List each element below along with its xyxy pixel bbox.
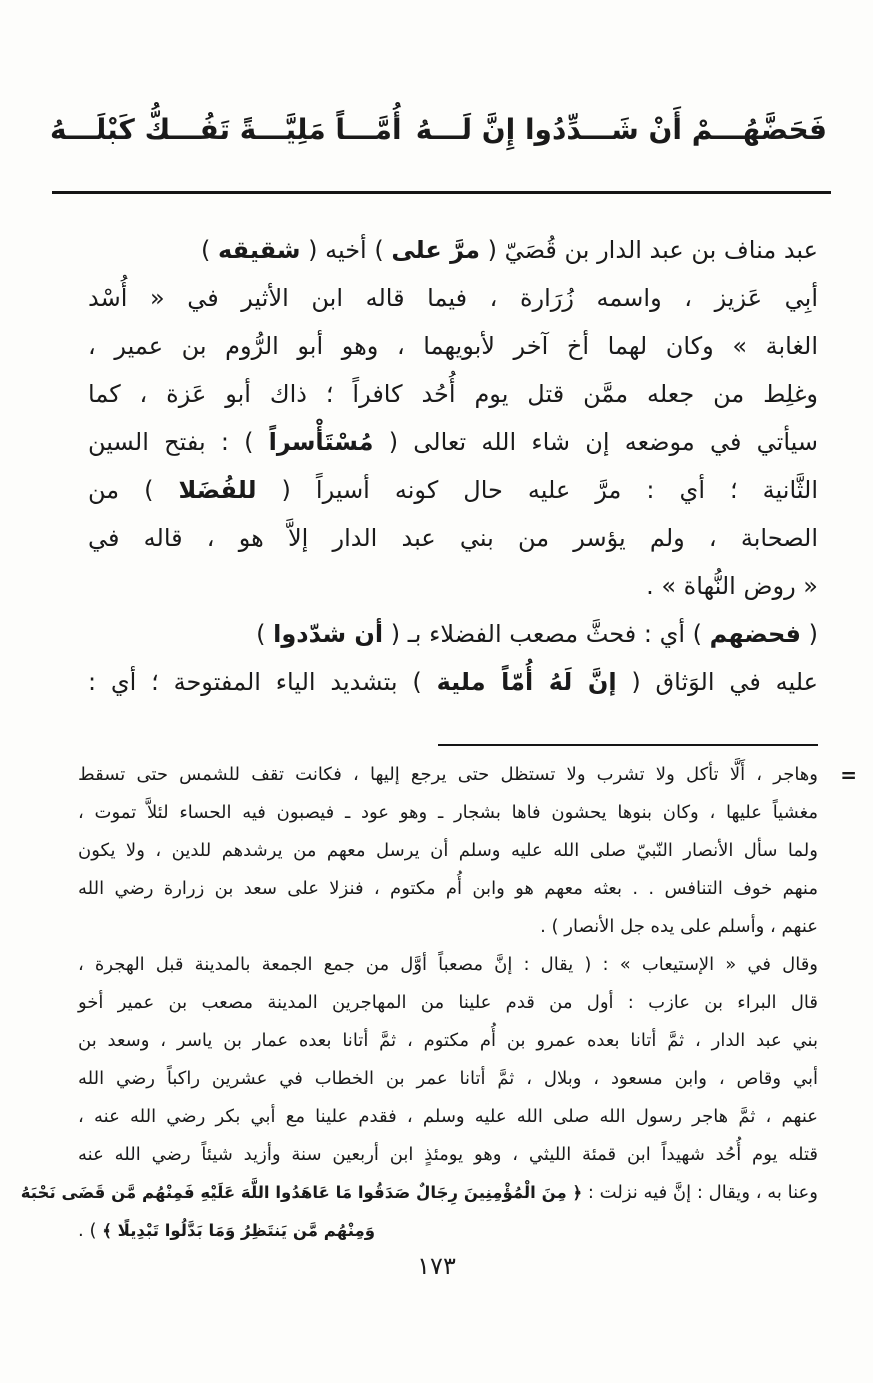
text-line [88,610,818,658]
verse-hemistich-left: أُمَّـــاً مَلِيَّـــةً تَفُـــكُّ كَبْلَـــهُ [50,113,402,146]
text-line [78,908,818,946]
footnote-separator [438,744,818,746]
text-line [78,756,818,794]
text-segment: ) بتشديد الياء المفتوحة ؛ أي : [88,668,437,696]
text-segment: منهم خوف التنافس . . بعثه معهم هو وابن أُم مكتوم ، فنزلا على سعد بن زرارة رضي الله [78,878,818,899]
text-segment: الثَّانية ؛ أي : مرَّ عليه حال كونه أسيراً ( [256,476,818,504]
page-number: ١٧٣ [417,1252,456,1280]
text-segment: الغابة » وكان لهما أخ آخر لأبويهما ، وهو أبو الرُّوم بن عمير ، [88,332,818,360]
text-segment: عليه في الوَثاق ( [616,668,818,696]
footnote-continuation-marker: = [840,763,857,787]
text-line [78,1212,818,1250]
text-segment: أبِي عَزيز ، واسمه زُرَارة ، فيما قاله ابن الأثير في « أُسْد [88,284,818,312]
text-line [88,370,818,418]
text-segment: ) من [88,476,179,504]
quran-quotation: ﴿ مِنَ الْمُؤْمِنِينَ رِجَالٌ صَدَقُوا مَا عَاهَدُوا اللَّهَ عَلَيْهِ فَمِنْهُم مَّن قَضَى نَحْبَهُ [20,1183,583,1202]
lemma-bold: مُسْتَأْسراً [268,428,374,456]
paragraph-commentary-1 [88,226,818,610]
text-line [88,658,818,706]
text-line [78,1136,818,1174]
lemma-bold: فحضهم [709,620,801,648]
text-segment: قتله يوم أُحُد شهيداً ابن قمئة الليثي ، وهو يومئذٍ ابن أربعين سنة وأزيد شيئاً رضي الله عنه [78,1144,818,1165]
text-segment: ) [256,620,274,648]
quran-quotation: وَمِنْهُم مَّن يَنتَظِرُ وَمَا بَدَّلُوا تَبْدِيلًا ﴾ [102,1221,375,1240]
text-line [78,1098,818,1136]
text-segment: وعنا به ، ويقال : إنَّ فيه نزلت : [582,1182,818,1203]
text-segment: ) : بفتح السين [88,428,269,456]
text-line [78,870,818,908]
text-line [78,946,818,984]
text-line [88,322,818,370]
text-line [88,274,818,322]
lemma-bold: للفُضَلا [178,476,257,504]
text-segment: عبد مناف بن عبد الدار بن قُصَيّ ( [479,236,818,264]
text-segment: أبي وقاص ، وابن مسعود ، وبلال ، ثمَّ أتانا عمر بن الخطاب في عشرين راكباً رضي الله [78,1068,818,1089]
text-line [88,418,818,466]
text-segment: عنهم ، وأسلم على يده جل الأنصار ) . [540,916,818,937]
text-segment: ) [200,236,218,264]
text-line [88,226,818,274]
text-line [78,832,818,870]
lemma-bold: أن شدّدوا [273,620,384,648]
main-text [88,226,818,706]
text-segment: ) . [78,1220,103,1241]
text-segment: ولما سأل الأنصار النّبيّ صلى الله عليه وسلم أن يرسل معهم من يرشدهم للدين ، ولا يكون [78,840,818,861]
lemma-bold: مرَّ على [391,236,480,264]
footnote-text [20,756,818,1250]
text-line [78,794,818,832]
lemma-bold: شقيقه [217,236,301,264]
paragraph-commentary-2 [88,610,818,706]
text-segment: قال البراء بن عازب : أول من قدم علينا من المهاجرين المدينة مصعب بن عمير أخو [78,992,818,1013]
text-segment: ( [801,620,818,648]
text-line [78,1060,818,1098]
header-rule [52,191,831,194]
text-segment: عنهم ، ثمَّ هاجر رسول الله صلى الله عليه وسلم ، فقدم علينا مع أبي بكر رضي الله عنه ، [78,1106,818,1127]
text-line [88,562,818,610]
text-line [88,514,818,562]
text-line [78,984,818,1022]
text-segment: « روض النُّهاة » . [646,572,818,600]
text-segment: الصحابة ، ولم يؤسر من بني عبد الدار إلاَّ هو ، قاله في [88,524,818,552]
text-segment: ) أي : فحثَّ مصعب الفضلاء بـ ( [383,620,710,648]
verse-hemistich-right: فَحَضَّهُـــمْ أَنْ شَـــدِّدُوا إِنَّ لَـــهُ [415,113,827,146]
text-line [20,1174,818,1212]
text-segment: بني عبد الدار ، ثمَّ أتانا بعده عمرو بن أُم مكتوم ، ثمَّ أتانا بعده عمار بن ياسر ، وسعد بن [78,1030,818,1051]
text-line [78,1022,818,1060]
text-segment: وغلِط من جعله ممَّن قتل يوم أُحُد كافراً ؛ ذاك أبو عَزة ، كما [88,380,818,408]
text-line [88,466,818,514]
lemma-bold: إنَّ لَهُ أُمّاً ملية [436,668,617,696]
text-segment: ) أخيه ( [300,236,392,264]
text-segment: وقال في « الإستيعاب » : ( يقال : إنَّ مصعباً أوَّل من جمع الجمعة بالمدينة قبل الهجرة ، [78,954,818,975]
text-segment: سيأتي في موضعه إن شاء الله تعالى ( [373,428,818,456]
text-segment: مغشياً عليها ، وكان بنوها يحشون فاها بشجار ـ وهو عود ـ فيصبون فيه الحساء لئلاَّ تموت ، [78,802,818,823]
text-segment: وهاجر ، أَلَّا تأكل ولا تشرب ولا تستظل حتى يرجع إليها ، فكانت تقف للشمس حتى تسقط [78,764,818,785]
header-verse [50,98,827,162]
